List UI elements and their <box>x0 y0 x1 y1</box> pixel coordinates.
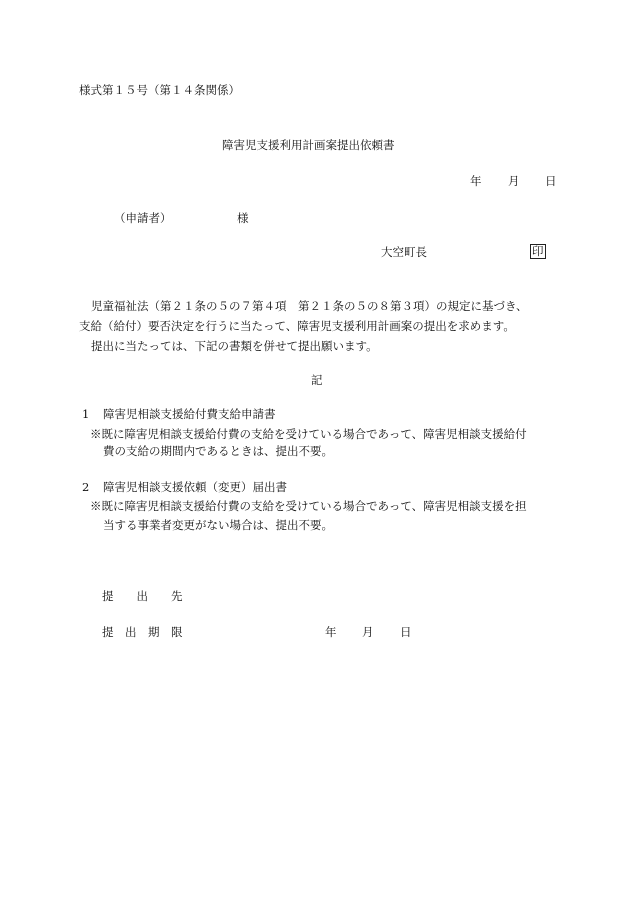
item-number: 2 <box>82 480 90 494</box>
applicant-label: （申請者） <box>114 211 172 225</box>
deadline-day: 日 <box>400 625 412 639</box>
item-note-line-1: ※既に障害児相談支援給付費の支給を受けている場合であって、障害児相談支援給付 <box>90 427 527 441</box>
document-title: 障害児支援利用計画案提出依頼書 <box>222 138 395 152</box>
item-note-line-1: ※既に障害児相談支援給付費の支給を受けている場合であって、障害児相談支援を担 <box>90 499 527 513</box>
body-line-1: 児童福祉法（第２１条の５の７第４項 第２１条の５の８第３項）の規定に基づき、 <box>91 299 528 313</box>
issuer-name: 大空町長 <box>381 245 427 259</box>
body-line-3: 提出に当たっては、下記の書類を併せて提出願います。 <box>91 339 378 353</box>
item-title: 障害児相談支援給付費支給申請書 <box>103 407 276 421</box>
item-note-line-2: 費の支給の期間内であるときは、提出不要。 <box>103 444 333 458</box>
deadline-year: 年 <box>325 625 337 639</box>
date-day: 日 <box>545 174 557 188</box>
item-number: 1 <box>82 407 90 421</box>
honorific: 様 <box>237 211 249 225</box>
date-month: 月 <box>508 174 520 188</box>
deadline-month: 月 <box>362 625 374 639</box>
seal-mark <box>530 243 546 259</box>
body-line-2: 支給（給付）要否決定を行うに当たって、障害児支援利用計画案の提出を求めます。 <box>79 319 515 333</box>
seal-text: 印 <box>532 244 544 258</box>
ki-heading: 記 <box>311 373 323 387</box>
form-number: 様式第１５号（第１４条関係） <box>79 83 240 97</box>
date-year: 年 <box>470 174 482 188</box>
item-title: 障害児相談支援依頼（変更）届出書 <box>103 480 287 494</box>
destination-label: 提 出 先 <box>102 589 183 603</box>
item-note-line-2: 当する事業者変更がない場合は、提出不要。 <box>103 518 333 532</box>
deadline-label: 提 出 期 限 <box>102 625 183 639</box>
